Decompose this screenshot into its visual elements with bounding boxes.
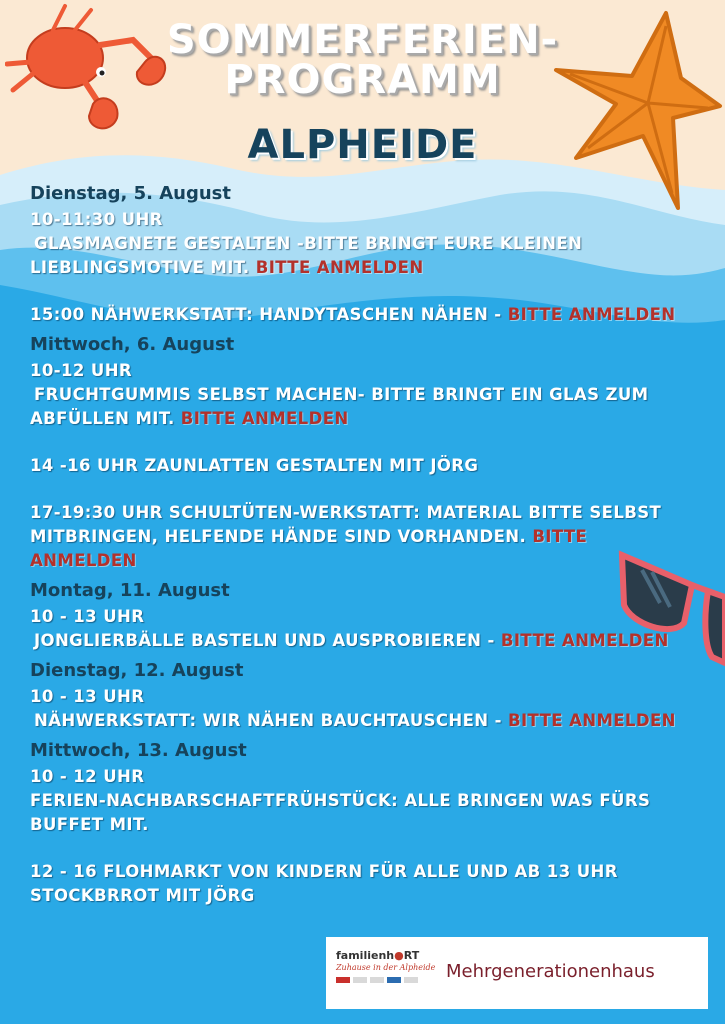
day-heading: Dienstag, 12. August bbox=[30, 660, 244, 681]
program-list bbox=[30, 182, 700, 908]
familienhort-logo: familienh●RT Zuhause in der Alpheide bbox=[336, 949, 436, 983]
event-item bbox=[30, 303, 700, 327]
day-heading: Mittwoch, 13. August bbox=[30, 740, 247, 761]
event-item bbox=[30, 685, 700, 733]
event-description: 15:00 NÄHWERKSTATT: HANDYTASCHEN NÄHEN - bbox=[30, 305, 508, 324]
event-time: 10 - 13 UHR bbox=[30, 607, 145, 626]
sponsor-logo-box bbox=[326, 937, 708, 1009]
title-line-1: SOMMERFERIEN- bbox=[166, 17, 559, 63]
event-description: JONGLIERBÄLLE BASTELN UND AUSPROBIEREN - bbox=[34, 631, 501, 650]
location-title: ALPHEIDE bbox=[247, 122, 478, 168]
event-time: 10 - 13 UHR bbox=[30, 687, 145, 706]
day-heading: Dienstag, 5. August bbox=[30, 183, 231, 204]
event-item bbox=[30, 605, 700, 653]
register-note: BITTE ANMELDEN bbox=[255, 258, 424, 277]
event-time: 10 - 12 UHR bbox=[30, 767, 145, 786]
day-heading: Mittwoch, 6. August bbox=[30, 334, 235, 355]
register-note: BITTE ANMELDEN bbox=[507, 305, 676, 324]
title-line-2: PROGRAMM bbox=[224, 57, 501, 103]
partner-name: Mehrgenerationenhaus bbox=[446, 961, 655, 982]
register-note: BITTE ANMELDEN bbox=[180, 409, 349, 428]
event-item bbox=[30, 765, 700, 837]
logo-brand-prefix: familienh bbox=[336, 949, 395, 962]
event-description: 12 - 16 FLOHMARKT VON KINDERN FÜR ALLE UND AB 13 UHR STOCKBRROT MIT JÖRG bbox=[30, 862, 618, 905]
event-item bbox=[30, 860, 700, 908]
day-heading: Montag, 11. August bbox=[30, 580, 230, 601]
event-description: GLASMAGNETE GESTALTEN -BITTE BRINGT EURE KLEINEN LIEBLINGSMOTIVE MIT. bbox=[30, 234, 583, 277]
logo-brand-suffix: RT bbox=[403, 949, 420, 962]
event-item bbox=[30, 208, 700, 280]
event-description: FERIEN-NACHBARSCHAFTFRÜHSTÜCK: ALLE BRINGEN WAS FÜRS BUFFET MIT. bbox=[30, 791, 651, 834]
event-description: 17-19:30 UHR SCHULTÜTEN-WERKSTATT: MATERIAL BITTE SELBST MITBRINGEN, HELFENDE HÄNDE SIND VORHANDEN. bbox=[30, 503, 662, 546]
logo-tagline: Zuhause in der Alpheide bbox=[336, 963, 436, 972]
event-description: FRUCHTGUMMIS SELBST MACHEN- BITTE BRINGT EIN GLAS ZUM ABFÜLLEN MIT. bbox=[30, 385, 649, 428]
event-time: 10-11:30 UHR bbox=[30, 210, 163, 229]
register-note: BITTE ANMELDEN bbox=[30, 527, 588, 570]
register-note: BITTE ANMELDEN bbox=[508, 711, 676, 730]
event-time: 10-12 UHR bbox=[30, 361, 133, 380]
event-description: 14 -16 UHR ZAUNLATTEN GESTALTEN MIT JÖRG bbox=[30, 456, 479, 475]
event-item bbox=[30, 359, 700, 431]
event-item bbox=[30, 454, 700, 478]
event-description: NÄHWERKSTATT: WIR NÄHEN BAUCHTAUSCHEN - bbox=[34, 711, 509, 730]
event-item bbox=[30, 501, 700, 573]
register-note: BITTE ANMELDEN bbox=[500, 631, 669, 650]
logo-partner-marks bbox=[336, 977, 436, 983]
